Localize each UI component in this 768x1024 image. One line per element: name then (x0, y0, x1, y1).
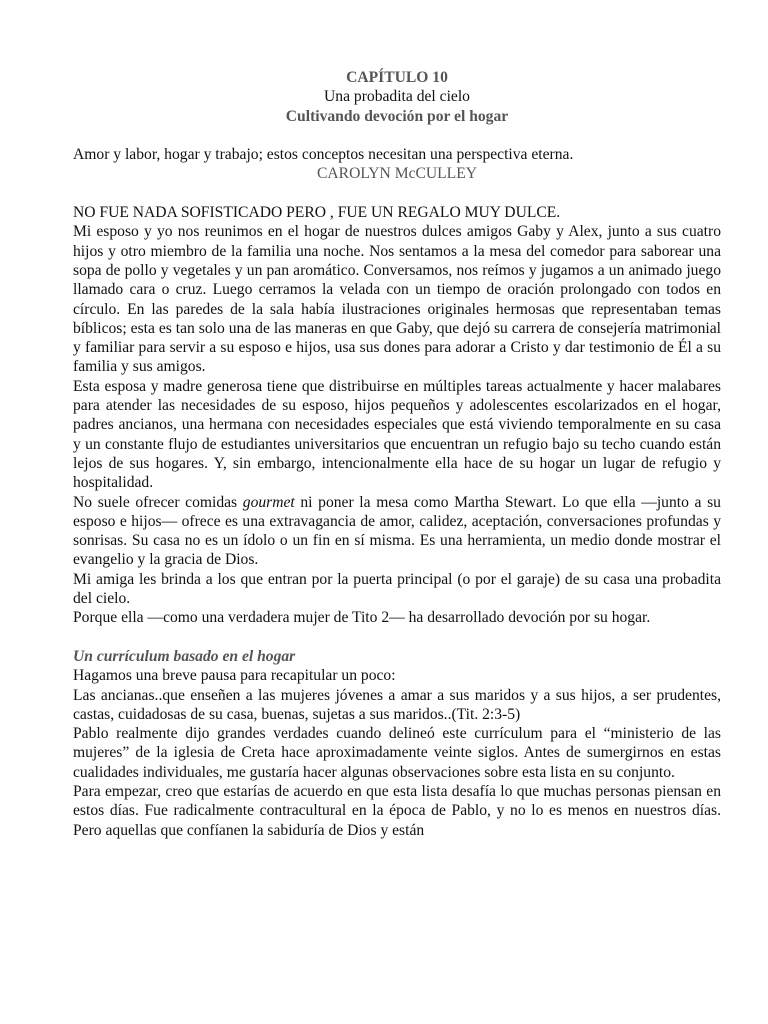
spacer (73, 628, 721, 647)
paragraph-2: Esta esposa y madre generosa tiene que distribuirse en múltiples tareas actualmente y hacer malabares para atender las necesidades de su esposo, hijos pequeños y adolescentes escolarizados en el hogar, padres ancianos, una hermana con necesidades especiales que está viviendo temporalmente en su casa y un constante flujo de estudiantes universitarios que encuentran un refugio bajo su techo cuando están lejos de sus hogares. Y, sin embargo, intencionalmente ella hace de su hogar un lugar de refugio y hospitalidad. (73, 377, 721, 492)
section-paragraph-4: Para empezar, creo que estarías de acuerdo en que esta lista desafía lo que muchas personas piensan en estos días. Fue radicalmente contracultural en la época de Pablo, y no lo es menos en nuestros días. Pero aquellas que confíanen la sabiduría de Dios y están (73, 782, 721, 839)
paragraph-3-end: ni poner la mesa como Martha Stewart. Lo que ella —junto a su esposo e hijos— ofrece es una extravagancia de amor, calidez, aceptación, conversaciones profundas y sonrisas. Su casa no es un ídolo o un fin en sí misma. Es una herramienta, un medio donde mostrar el evangelio y la gracia de Dios. (73, 493, 721, 569)
epigraph-author: CAROLYN McCULLEY (317, 165, 477, 183)
paragraph-5: Porque ella —como una verdadera mujer de Tito 2— ha desarrollado devoción por su hogar. (73, 609, 651, 627)
lead-sentence: NO FUE NADA SOFISTICADO PERO , FUE UN REGALO MUY DULCE. (73, 204, 561, 222)
paragraph-3 (73, 493, 721, 570)
spacer (73, 184, 721, 203)
section-heading: Un currículum basado en el hogar (73, 647, 296, 665)
gourmet-italic: gourmet (242, 493, 295, 511)
chapter-subtitle: Cultivando devoción por el hogar (285, 107, 509, 125)
chapter-title: Una probadita del cielo (324, 88, 470, 106)
section-paragraph-3: Pablo realmente dijo grandes verdades cuando delineó este currículum para el “ministerio de las mujeres” de la iglesia de Creta hace aproximadamente veinte siglos. Antes de sumergirnos en estas cualidades individuales, me gustaría hacer algunas observaciones sobre esta lista en su conjunto. (73, 725, 721, 781)
paragraph-1: Mi esposo y yo nos reunimos en el hogar de nuestros dulces amigos Gaby y Alex, junto a sus cuatro hijos y otro miembro de la familia una noche. Nos sentamos a la mesa del comedor para saborear una sopa de pollo y vegetales y un pan aromático. Conversamos, nos reímos y jugamos a un animado juego llamado cara o cruz. Luego cerramos la velada con un tiempo de oración prolongado con todos en círculo. En las paredes de la sala había ilustraciones originales hermosas que representaban temas bíblicos; esta es tan solo una de las maneras en que Gaby, que dejó su carrera de consejería matrimonial y familiar para servir a su esposo e hijos, usa sus dones para adorar a Cristo y dar testimonio de Él a su familia y sus amigos. (73, 223, 721, 376)
section-paragraph-2: Las ancianas..que enseñen a las mujeres jóvenes a amar a sus maridos y a sus hijos, a ser prudentes, castas, cuidadosas de su casa, buenas, sujetas a sus maridos..(Tit. 2:3-5) (73, 686, 721, 723)
section-paragraph-1: Hagamos una breve pausa para recapitular un poco: (73, 667, 396, 685)
document-page (73, 68, 721, 840)
chapter-number: CAPÍTULO 10 (346, 69, 448, 86)
paragraph-4: Mi amiga les brinda a los que entran por la puerta principal (o por el garaje) de su casa una probadita del cielo. (73, 570, 721, 608)
paragraph-3-start: No suele ofrecer comidas (73, 493, 243, 511)
spacer (73, 126, 721, 145)
epigraph-quote: Amor y labor, hogar y trabajo; estos conceptos necesitan una perspectiva eterna. (73, 146, 574, 164)
